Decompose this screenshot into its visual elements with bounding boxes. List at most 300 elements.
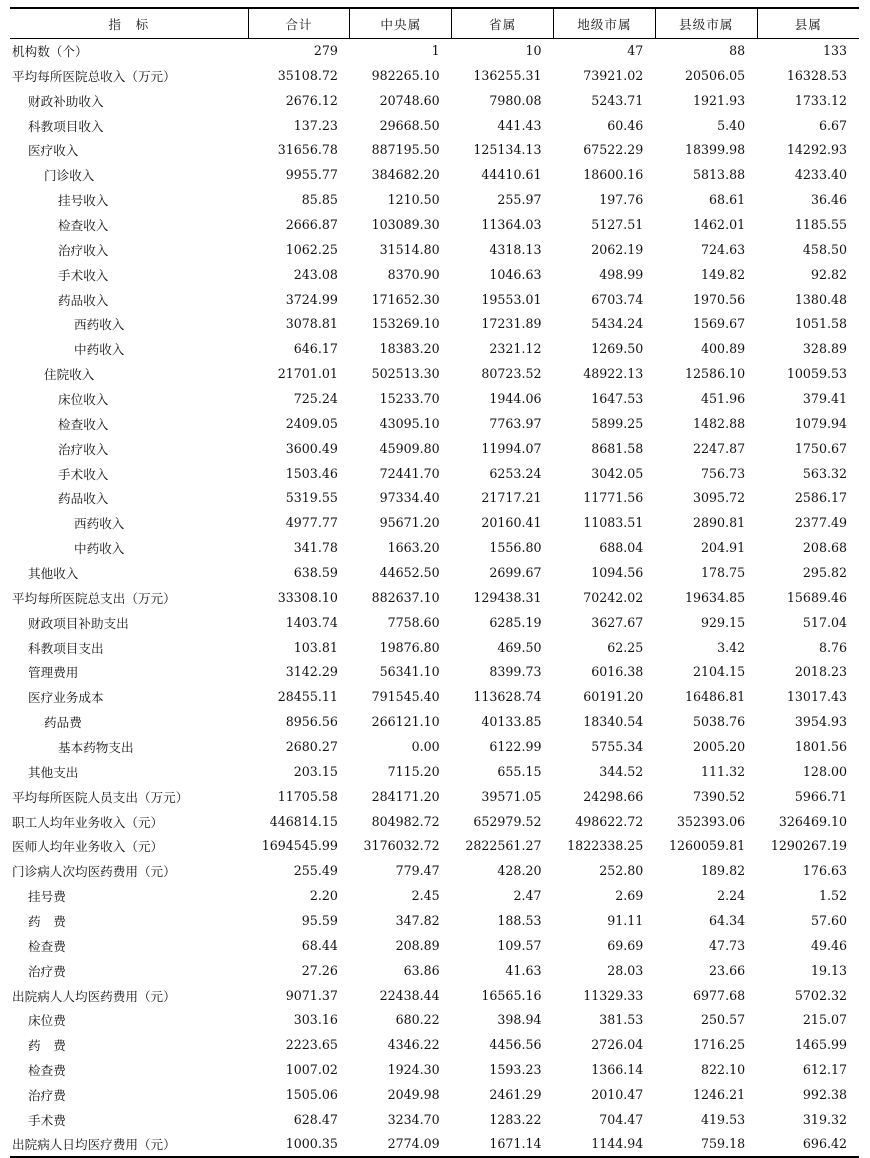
table-cell: 2726.04 bbox=[591, 1037, 644, 1053]
table-cell: 2010.47 bbox=[591, 1087, 644, 1103]
table-cell: 69.69 bbox=[607, 937, 644, 953]
table-cell: 1944.06 bbox=[489, 390, 542, 406]
table-cell: 49.46 bbox=[810, 937, 847, 953]
table-cell: 33308.10 bbox=[277, 589, 338, 605]
row-label: 出院病人日均医疗费用（元） bbox=[10, 1132, 248, 1157]
table-cell: 1051.58 bbox=[794, 316, 847, 332]
table-cell: 887195.50 bbox=[371, 142, 440, 158]
table-cell: 4456.56 bbox=[489, 1037, 542, 1053]
table-cell: 724.63 bbox=[701, 241, 746, 257]
table-cell: 347.82 bbox=[395, 913, 440, 928]
header-total: 合计 bbox=[248, 8, 350, 38]
table-cell: 18340.54 bbox=[583, 714, 644, 730]
table-row bbox=[10, 336, 859, 361]
table-cell: 47.73 bbox=[709, 937, 746, 953]
row-label: 机构数（个） bbox=[12, 44, 88, 60]
table-cell: 28.03 bbox=[607, 962, 644, 978]
table-cell: 1260059.81 bbox=[668, 838, 746, 854]
table-cell: 85.85 bbox=[301, 192, 338, 208]
table-cell: 19634.85 bbox=[685, 589, 746, 605]
table-cell: 11705.58 bbox=[277, 788, 338, 804]
table-row bbox=[10, 461, 859, 486]
table-cell: 1663.20 bbox=[387, 540, 440, 556]
row-label: 出院病人人均医药费用（元） bbox=[12, 988, 176, 1004]
table-cell: 6977.68 bbox=[693, 987, 746, 1003]
table-cell: 680.22 bbox=[395, 1012, 440, 1028]
table-cell: 4346.22 bbox=[387, 1037, 440, 1053]
table-cell: 3234.70 bbox=[387, 1111, 440, 1127]
table-cell: 91.11 bbox=[607, 913, 644, 928]
table-cell: 13017.43 bbox=[786, 689, 847, 705]
table-cell: 8.76 bbox=[818, 639, 847, 655]
table-cell: 133 bbox=[822, 43, 847, 59]
table-cell: 3078.81 bbox=[285, 316, 338, 332]
table-cell: 6285.19 bbox=[489, 614, 542, 630]
table-row bbox=[10, 659, 859, 684]
table-cell: 344.52 bbox=[599, 763, 644, 779]
table-cell: 2.45 bbox=[411, 888, 440, 904]
table-row bbox=[10, 684, 859, 709]
table-cell: 136255.31 bbox=[473, 67, 542, 83]
row-label: 其他收入 bbox=[28, 565, 79, 581]
table-row bbox=[10, 187, 859, 212]
table-cell: 725.24 bbox=[293, 390, 338, 406]
table-cell: 2062.19 bbox=[591, 241, 644, 257]
row-label: 药品收入 bbox=[58, 292, 109, 308]
table-cell: 97334.40 bbox=[379, 490, 440, 506]
table-cell: 384682.20 bbox=[371, 167, 440, 183]
table-row bbox=[10, 908, 859, 933]
table-cell: 1921.93 bbox=[693, 92, 746, 108]
table-row bbox=[10, 510, 859, 535]
table-cell: 129438.31 bbox=[473, 589, 542, 605]
table-cell: 628.47 bbox=[293, 1111, 338, 1127]
table-cell: 44410.61 bbox=[481, 167, 542, 183]
table-cell: 446814.15 bbox=[269, 813, 338, 829]
table-cell: 39571.05 bbox=[481, 788, 542, 804]
table-row bbox=[10, 958, 859, 983]
table-row bbox=[10, 287, 859, 312]
table-cell: 178.75 bbox=[701, 564, 746, 580]
table-cell: 400.89 bbox=[701, 341, 746, 357]
table-cell: 2005.20 bbox=[693, 738, 746, 754]
table-cell: 18383.20 bbox=[379, 341, 440, 357]
table-cell: 2104.15 bbox=[693, 664, 746, 680]
table-cell: 2680.27 bbox=[285, 738, 338, 754]
table-row bbox=[10, 63, 859, 88]
table-cell: 3042.05 bbox=[591, 465, 644, 481]
table-cell: 2699.67 bbox=[489, 564, 542, 580]
table-row bbox=[10, 411, 859, 436]
table-cell: 303.16 bbox=[293, 1012, 338, 1028]
header-county: 县属 bbox=[757, 8, 859, 38]
table-cell: 20748.60 bbox=[379, 92, 440, 108]
table-cell: 266121.10 bbox=[371, 714, 440, 730]
table-cell: 5813.88 bbox=[693, 167, 746, 183]
table-cell: 279 bbox=[313, 43, 338, 59]
table-cell: 341.78 bbox=[293, 540, 338, 556]
table-row bbox=[10, 610, 859, 635]
table-cell: 56341.10 bbox=[379, 664, 440, 680]
table-cell: 103089.30 bbox=[371, 216, 440, 232]
table-cell: 6.67 bbox=[818, 117, 847, 133]
row-label: 其他支出 bbox=[28, 764, 79, 780]
table-cell: 804982.72 bbox=[371, 813, 440, 829]
table-cell: 1185.55 bbox=[794, 216, 847, 232]
table-cell: 8399.73 bbox=[489, 664, 542, 680]
table-cell: 1482.88 bbox=[693, 415, 746, 431]
row-label: 门诊病人次均医药费用（元） bbox=[12, 864, 176, 880]
table-cell: 1750.67 bbox=[794, 440, 847, 456]
table-cell: 1503.46 bbox=[285, 465, 338, 481]
table-header-row bbox=[10, 8, 859, 38]
table-cell: 2774.09 bbox=[350, 1132, 452, 1157]
row-label: 平均每所医院总支出（万元） bbox=[12, 590, 176, 606]
table-cell: 73921.02 bbox=[583, 67, 644, 83]
table-cell: 2676.12 bbox=[285, 92, 338, 108]
table-cell: 1569.67 bbox=[693, 316, 746, 332]
table-cell: 992.38 bbox=[802, 1087, 847, 1103]
table-cell: 203.15 bbox=[293, 763, 338, 779]
table-cell: 319.32 bbox=[802, 1111, 847, 1127]
table-cell: 10059.53 bbox=[786, 366, 847, 382]
table-cell: 379.41 bbox=[802, 390, 847, 406]
table-cell: 18399.98 bbox=[685, 142, 746, 158]
row-label: 平均每所医院人员支出（万元） bbox=[12, 789, 189, 805]
table-cell: 704.47 bbox=[599, 1111, 644, 1127]
table-cell: 1505.06 bbox=[285, 1087, 338, 1103]
table-row bbox=[10, 834, 859, 859]
table-cell: 215.07 bbox=[802, 1012, 847, 1028]
table-cell: 441.43 bbox=[497, 117, 542, 133]
table-cell: 1733.12 bbox=[794, 92, 847, 108]
table-cell: 1716.25 bbox=[693, 1037, 746, 1053]
table-cell: 23.66 bbox=[709, 962, 746, 978]
table-cell: 2.24 bbox=[717, 888, 746, 904]
table-cell: 2890.81 bbox=[693, 515, 746, 531]
table-cell: 243.08 bbox=[293, 266, 338, 282]
header-indicator: 指 标 bbox=[10, 8, 248, 38]
table-cell: 6703.74 bbox=[591, 291, 644, 307]
row-label: 门诊收入 bbox=[44, 168, 95, 184]
table-cell: 1269.50 bbox=[591, 341, 644, 357]
table-cell: 44652.50 bbox=[379, 564, 440, 580]
table-cell: 21701.01 bbox=[277, 366, 338, 382]
table-cell: 7758.60 bbox=[387, 614, 440, 630]
header-provincial: 省属 bbox=[452, 8, 554, 38]
table-cell: 2.47 bbox=[513, 888, 542, 904]
table-cell: 35108.72 bbox=[277, 67, 338, 83]
table-cell: 929.15 bbox=[701, 614, 746, 630]
table-cell: 1246.21 bbox=[693, 1087, 746, 1103]
table-cell: 638.59 bbox=[293, 564, 338, 580]
table-cell: 2666.87 bbox=[285, 216, 338, 232]
row-label: 治疗收入 bbox=[58, 441, 109, 457]
table-cell: 40133.85 bbox=[481, 714, 542, 730]
table-cell: 1094.56 bbox=[591, 564, 644, 580]
table-row bbox=[10, 212, 859, 237]
table-cell: 502513.30 bbox=[371, 366, 440, 382]
table-cell: 2586.17 bbox=[794, 490, 847, 506]
table-cell: 428.20 bbox=[497, 863, 542, 879]
table-cell: 11364.03 bbox=[481, 216, 542, 232]
table-cell: 18600.16 bbox=[583, 167, 644, 183]
row-label: 中药收入 bbox=[74, 541, 125, 557]
table-row bbox=[10, 162, 859, 187]
table-cell: 16565.16 bbox=[481, 987, 542, 1003]
row-label: 医师人均年业务收入（元） bbox=[12, 839, 164, 855]
table-cell: 4318.13 bbox=[489, 241, 542, 257]
table-cell: 2247.87 bbox=[693, 440, 746, 456]
table-row bbox=[10, 734, 859, 759]
table-cell: 563.32 bbox=[802, 465, 847, 481]
table-cell: 57.60 bbox=[810, 913, 847, 928]
table-cell: 17231.89 bbox=[481, 316, 542, 332]
table-cell: 15233.70 bbox=[379, 390, 440, 406]
table-cell: 779.47 bbox=[395, 863, 440, 879]
table-cell: 8681.58 bbox=[591, 440, 644, 456]
table-cell: 1144.94 bbox=[553, 1132, 655, 1157]
table-cell: 3142.29 bbox=[285, 664, 338, 680]
table-cell: 1403.74 bbox=[285, 614, 338, 630]
table-cell: 652979.52 bbox=[473, 813, 542, 829]
table-cell: 21717.21 bbox=[481, 490, 542, 506]
table-cell: 125134.13 bbox=[473, 142, 542, 158]
table-cell: 5038.76 bbox=[693, 714, 746, 730]
table-cell: 2321.12 bbox=[489, 341, 542, 357]
row-label: 中药收入 bbox=[74, 342, 125, 358]
table-cell: 188.53 bbox=[497, 913, 542, 928]
table-cell: 1000.35 bbox=[248, 1132, 350, 1157]
table-cell: 1924.30 bbox=[387, 1062, 440, 1078]
row-label: 药品收入 bbox=[58, 491, 109, 507]
table-cell: 19.13 bbox=[810, 962, 847, 978]
table-row bbox=[10, 759, 859, 784]
table-cell: 1210.50 bbox=[387, 192, 440, 208]
table-row bbox=[10, 436, 859, 461]
table-cell: 60191.20 bbox=[583, 689, 644, 705]
table-row bbox=[10, 38, 859, 63]
table-cell: 5.40 bbox=[717, 117, 746, 133]
table-cell: 696.42 bbox=[757, 1132, 859, 1157]
table-cell: 36.46 bbox=[810, 192, 847, 208]
table-cell: 48922.13 bbox=[583, 366, 644, 382]
row-label: 住院收入 bbox=[44, 367, 95, 383]
table-cell: 469.50 bbox=[497, 639, 542, 655]
table-cell: 2223.65 bbox=[285, 1037, 338, 1053]
row-label: 床位收入 bbox=[58, 391, 109, 407]
table-cell: 2.69 bbox=[615, 888, 644, 904]
table-cell: 68.61 bbox=[709, 192, 746, 208]
table-cell: 5966.71 bbox=[794, 788, 847, 804]
table-cell: 41.63 bbox=[505, 962, 542, 978]
table-cell: 2049.98 bbox=[387, 1087, 440, 1103]
table-cell: 7980.08 bbox=[489, 92, 542, 108]
table-cell: 31514.80 bbox=[379, 241, 440, 257]
table-cell: 128.00 bbox=[802, 763, 847, 779]
row-label: 药品费 bbox=[44, 715, 82, 731]
row-label: 基本药物支出 bbox=[58, 739, 134, 755]
table-cell: 3724.99 bbox=[285, 291, 338, 307]
table-cell: 12586.10 bbox=[685, 366, 746, 382]
table-cell: 16328.53 bbox=[786, 67, 847, 83]
row-label: 手术费 bbox=[28, 1112, 66, 1128]
table-cell: 3176032.72 bbox=[363, 838, 440, 854]
table-cell: 45909.80 bbox=[379, 440, 440, 456]
table-row bbox=[10, 137, 859, 162]
table-cell: 208.89 bbox=[395, 937, 440, 953]
table-cell: 1694545.99 bbox=[261, 838, 338, 854]
table-cell: 204.91 bbox=[701, 540, 746, 556]
table-cell: 295.82 bbox=[802, 564, 847, 580]
table-cell: 1556.80 bbox=[489, 540, 542, 556]
table-cell: 3627.67 bbox=[591, 614, 644, 630]
row-label: 检查收入 bbox=[58, 217, 109, 233]
table-cell: 24298.66 bbox=[583, 788, 644, 804]
table-cell: 67522.29 bbox=[583, 142, 644, 158]
table-cell: 208.68 bbox=[802, 540, 847, 556]
table-row bbox=[10, 237, 859, 262]
table-cell: 137.23 bbox=[293, 117, 338, 133]
table-row bbox=[10, 311, 859, 336]
row-label: 财政项目补助支出 bbox=[28, 615, 129, 631]
table-row bbox=[10, 1082, 859, 1107]
table-row bbox=[10, 933, 859, 958]
table-cell: 9955.77 bbox=[285, 167, 338, 183]
table-cell: 3.42 bbox=[717, 639, 746, 655]
table-cell: 1007.02 bbox=[285, 1062, 338, 1078]
table-cell: 103.81 bbox=[293, 639, 338, 655]
table-cell: 1046.63 bbox=[489, 266, 542, 282]
row-label: 检查费 bbox=[28, 1063, 66, 1079]
table-cell: 20506.05 bbox=[685, 67, 746, 83]
table-row bbox=[10, 485, 859, 510]
table-cell: 16486.81 bbox=[685, 689, 746, 705]
table-cell: 5702.32 bbox=[794, 987, 847, 1003]
table-row bbox=[10, 1107, 859, 1132]
table-row bbox=[10, 262, 859, 287]
table-cell: 68.44 bbox=[301, 937, 338, 953]
table-row bbox=[10, 1132, 859, 1157]
table-cell: 95.59 bbox=[301, 913, 338, 928]
table-cell: 3095.72 bbox=[693, 490, 746, 506]
table-cell: 688.04 bbox=[599, 540, 644, 556]
hospital-finance-table bbox=[10, 7, 859, 1158]
row-label: 手术收入 bbox=[58, 267, 109, 283]
table-cell: 5243.71 bbox=[591, 92, 644, 108]
table-cell: 19553.01 bbox=[481, 291, 542, 307]
table-row bbox=[10, 386, 859, 411]
table-cell: 1593.23 bbox=[489, 1062, 542, 1078]
table-cell: 1822338.25 bbox=[567, 838, 644, 854]
table-cell: 0.00 bbox=[411, 738, 440, 754]
table-cell: 498.99 bbox=[599, 266, 644, 282]
table-cell: 109.57 bbox=[497, 937, 542, 953]
table-cell: 88 bbox=[729, 43, 746, 59]
table-cell: 8370.90 bbox=[387, 266, 440, 282]
table-cell: 7390.52 bbox=[693, 788, 746, 804]
table-cell: 419.53 bbox=[701, 1111, 746, 1127]
row-label: 财政补助收入 bbox=[28, 93, 104, 109]
table-cell: 95671.20 bbox=[379, 515, 440, 531]
row-label: 西药收入 bbox=[74, 516, 125, 532]
table-cell: 1380.48 bbox=[794, 291, 847, 307]
row-label: 床位费 bbox=[28, 1013, 66, 1029]
table-cell: 7763.97 bbox=[489, 415, 542, 431]
table-cell: 27.26 bbox=[301, 962, 338, 978]
table-cell: 2409.05 bbox=[285, 415, 338, 431]
table-cell: 882637.10 bbox=[371, 589, 440, 605]
table-row bbox=[10, 585, 859, 610]
table-cell: 3954.93 bbox=[794, 714, 847, 730]
table-cell: 4233.40 bbox=[794, 167, 847, 183]
table-cell: 5319.55 bbox=[285, 490, 338, 506]
table-cell: 759.18 bbox=[655, 1132, 757, 1157]
header-county-city: 县级市属 bbox=[655, 8, 757, 38]
table-cell: 3600.49 bbox=[285, 440, 338, 456]
table-cell: 11771.56 bbox=[583, 490, 644, 506]
table-cell: 2018.23 bbox=[794, 664, 847, 680]
table-cell: 398.94 bbox=[497, 1012, 542, 1028]
table-cell: 498622.72 bbox=[575, 813, 644, 829]
table-cell: 328.89 bbox=[802, 341, 847, 357]
table-row bbox=[10, 1008, 859, 1033]
table-cell: 1290267.19 bbox=[770, 838, 847, 854]
table-cell: 11994.07 bbox=[481, 440, 542, 456]
row-label: 科教项目支出 bbox=[28, 640, 104, 656]
table-cell: 149.82 bbox=[701, 266, 746, 282]
table-cell: 60.46 bbox=[607, 117, 644, 133]
table-cell: 189.82 bbox=[701, 863, 746, 879]
table-row bbox=[10, 883, 859, 908]
table-cell: 1 bbox=[431, 43, 440, 59]
table-cell: 326469.10 bbox=[778, 813, 847, 829]
table-cell: 63.86 bbox=[403, 962, 440, 978]
table-cell: 791545.40 bbox=[371, 689, 440, 705]
table-row bbox=[10, 361, 859, 386]
row-label: 平均每所医院总收入（万元） bbox=[12, 68, 176, 84]
table-cell: 612.17 bbox=[802, 1062, 847, 1078]
table-cell: 1647.53 bbox=[591, 390, 644, 406]
table-cell: 381.53 bbox=[599, 1012, 644, 1028]
table-row bbox=[10, 535, 859, 560]
table-row bbox=[10, 1032, 859, 1057]
table-cell: 197.76 bbox=[599, 192, 644, 208]
table-cell: 153269.10 bbox=[371, 316, 440, 332]
row-label: 治疗费 bbox=[28, 963, 66, 979]
table-cell: 70242.02 bbox=[583, 589, 644, 605]
table-cell: 5899.25 bbox=[591, 415, 644, 431]
table-cell: 176.63 bbox=[802, 863, 847, 879]
table-row bbox=[10, 983, 859, 1008]
table-cell: 113628.74 bbox=[473, 689, 542, 705]
table-row bbox=[10, 858, 859, 883]
table-cell: 20160.41 bbox=[481, 515, 542, 531]
table-cell: 646.17 bbox=[293, 341, 338, 357]
table-cell: 43095.10 bbox=[379, 415, 440, 431]
table-cell: 6122.99 bbox=[489, 738, 542, 754]
row-label: 医疗业务成本 bbox=[28, 690, 104, 706]
table-cell: 111.32 bbox=[701, 763, 746, 779]
table-cell: 284171.20 bbox=[371, 788, 440, 804]
table-cell: 2377.49 bbox=[794, 515, 847, 531]
table-cell: 822.10 bbox=[701, 1062, 746, 1078]
table-cell: 4977.77 bbox=[285, 515, 338, 531]
row-label: 职工人均年业务收入（元） bbox=[12, 814, 164, 830]
row-label: 挂号费 bbox=[28, 889, 66, 905]
table-cell: 8956.56 bbox=[285, 714, 338, 730]
row-label: 管理费用 bbox=[28, 665, 79, 681]
